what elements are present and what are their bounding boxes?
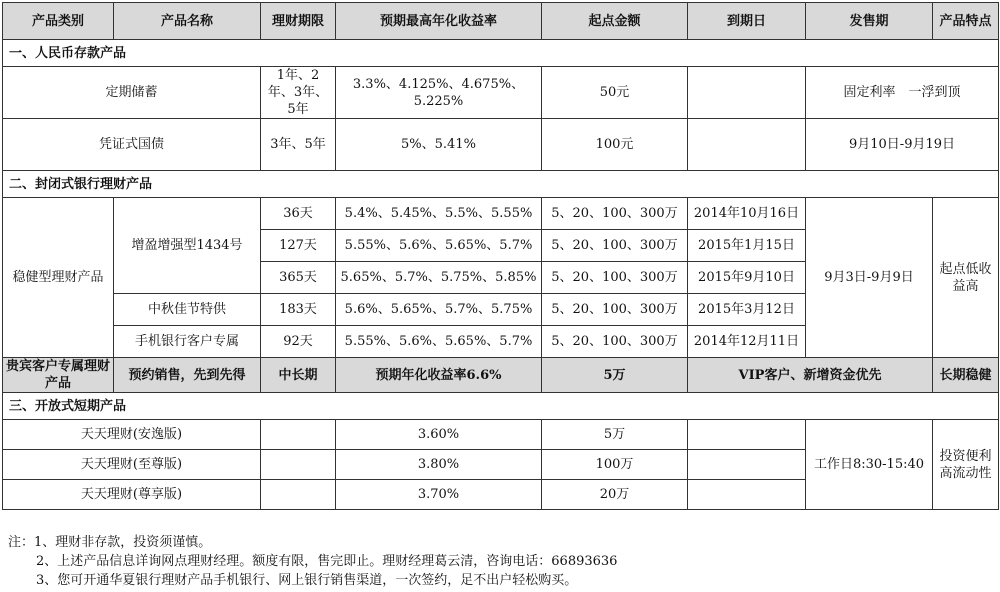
closed-term: 92天: [261, 326, 336, 358]
footnote-1: 注：1、理财非存款，投资须谨慎。: [8, 535, 212, 550]
closed-min: 5、20、100、300万: [542, 198, 688, 230]
closed-due: 2014年12月11日: [688, 326, 806, 358]
closed-product-b: 中秋佳节特供: [114, 294, 261, 326]
table-row: [3, 67, 999, 119]
header-row: [3, 3, 999, 40]
open-rate: 3.60%: [336, 420, 542, 450]
header-term: 理财期限: [261, 3, 336, 40]
open-due: [688, 450, 806, 480]
open-feature: 投资便利高流动性: [933, 420, 999, 510]
closed-product-c: 手机银行客户专属: [114, 326, 261, 358]
open-period: 工作日8:30-15:40: [806, 420, 933, 510]
header-rate: 预期最高年化收益率: [336, 3, 542, 40]
closed-min: 5、20、100、300万: [542, 294, 688, 326]
open-term: [261, 420, 336, 450]
header-feature: 产品特点: [933, 3, 999, 40]
table-row: [3, 198, 999, 230]
closed-term: 183天: [261, 294, 336, 326]
open-min: 20万: [542, 480, 688, 510]
vip-feature: 长期稳健: [933, 358, 999, 393]
header-min: 起点金额: [542, 3, 688, 40]
fixed-deposit-feature: 固定利率 一浮到顶: [806, 67, 999, 119]
closed-rate: 5.6%、5.65%、5.7%、5.75%: [336, 294, 542, 326]
header-due: 到期日: [688, 3, 806, 40]
section-deposit-title: 一、人民币存款产品: [3, 40, 999, 67]
bond-rate: 5%、5.41%: [336, 119, 542, 171]
section-closed-title: 二、封闭式银行理财产品: [3, 171, 999, 198]
bond-min: 100元: [542, 119, 688, 171]
header-category: 产品类别: [3, 3, 114, 40]
closed-feature: 起点低收益高: [933, 198, 999, 358]
section-open-title: 三、开放式短期产品: [3, 393, 999, 420]
header-period: 发售期: [806, 3, 933, 40]
fixed-deposit-rate: 3.3%、4.125%、4.675%、5.225%: [336, 67, 542, 119]
closed-period: 9月3日-9月9日: [806, 198, 933, 358]
bond-period: 9月10日-9月19日: [806, 119, 999, 171]
closed-due: 2015年1月15日: [688, 230, 806, 262]
closed-category: 稳健型理财产品: [3, 198, 114, 358]
fixed-deposit-term: 1年、2年、3年、5年: [261, 67, 336, 119]
vip-rate: 预期年化收益率6.6%: [336, 358, 542, 393]
section-row: [3, 171, 999, 198]
footnote-3: 3、您可开通华夏银行理财产品手机银行、网上银行销售渠道，一次签约，足不出户轻松购买。: [36, 573, 578, 588]
fixed-deposit-min: 50元: [542, 67, 688, 119]
vip-min: 5万: [542, 358, 688, 393]
fixed-deposit-due: [688, 67, 806, 119]
table-row: [3, 420, 999, 450]
closed-due: 2015年9月10日: [688, 262, 806, 294]
closed-term: 36天: [261, 198, 336, 230]
bond-name: 凭证式国债: [3, 119, 261, 171]
vip-note: VIP客户、新增资金优先: [688, 358, 933, 393]
product-table: [2, 2, 999, 510]
closed-product-a: 增盈增强型1434号: [114, 198, 261, 294]
bond-due: [688, 119, 806, 171]
open-due: [688, 480, 806, 510]
closed-rate: 5.65%、5.7%、5.75%、5.85%: [336, 262, 542, 294]
section-row: [3, 40, 999, 67]
open-due: [688, 420, 806, 450]
open-term: [261, 480, 336, 510]
closed-term: 365天: [261, 262, 336, 294]
open-name: 天天理财(至尊版): [3, 450, 261, 480]
fixed-deposit-name: 定期储蓄: [3, 67, 261, 119]
footnotes: [8, 533, 617, 590]
vip-term: 中长期: [261, 358, 336, 393]
closed-min: 5、20、100、300万: [542, 326, 688, 358]
open-min: 5万: [542, 420, 688, 450]
open-name: 天天理财(尊享版): [3, 480, 261, 510]
vip-name: 预约销售，先到先得: [114, 358, 261, 393]
open-rate: 3.70%: [336, 480, 542, 510]
bond-term: 3年、5年: [261, 119, 336, 171]
header-name: 产品名称: [114, 3, 261, 40]
open-term: [261, 450, 336, 480]
section-row: [3, 393, 999, 420]
footnote-2: 2、上述产品信息详询网点理财经理。额度有限，售完即止。理财经理葛云清，咨询电话：66893636: [36, 554, 618, 569]
closed-rate: 5.55%、5.6%、5.65%、5.7%: [336, 230, 542, 262]
vip-row: [3, 358, 999, 393]
closed-min: 5、20、100、300万: [542, 262, 688, 294]
closed-rate: 5.4%、5.45%、5.5%、5.55%: [336, 198, 542, 230]
closed-rate: 5.55%、5.6%、5.65%、5.7%: [336, 326, 542, 358]
closed-term: 127天: [261, 230, 336, 262]
closed-due: 2015年3月12日: [688, 294, 806, 326]
closed-due: 2014年10月16日: [688, 198, 806, 230]
open-rate: 3.80%: [336, 450, 542, 480]
open-name: 天天理财(安逸版): [3, 420, 261, 450]
open-min: 100万: [542, 450, 688, 480]
vip-category: 贵宾客户专属理财产品: [3, 358, 114, 393]
table-row: [3, 119, 999, 171]
closed-min: 5、20、100、300万: [542, 230, 688, 262]
